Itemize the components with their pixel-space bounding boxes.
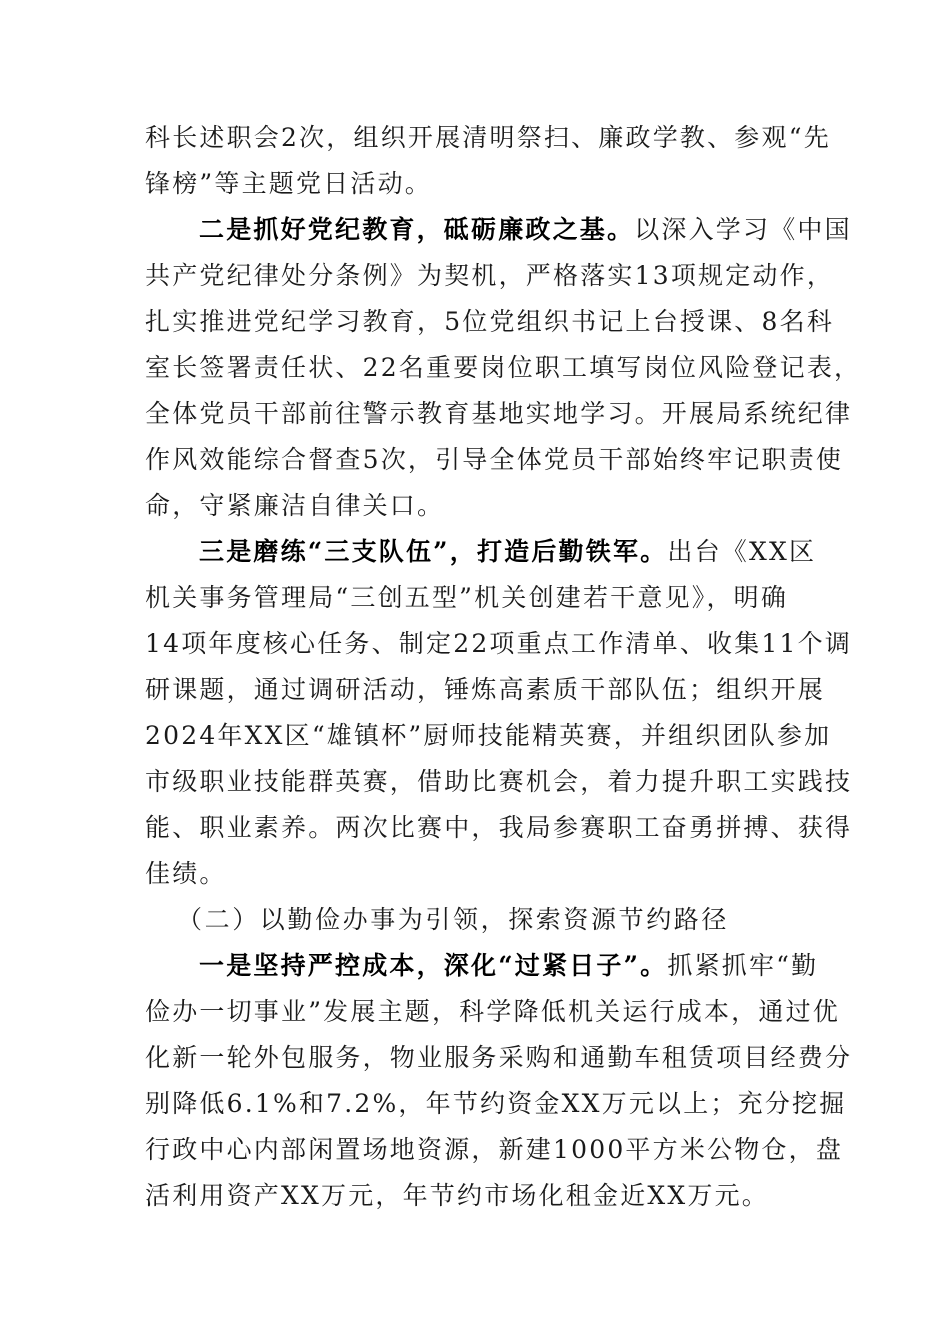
- text-line: 作风效能综合督查5次，引导全体党员干部始终牢记职责使: [145, 445, 844, 474]
- text-line: 扎实推进党纪学习教育，5位党组织书记上台授课、8名科: [145, 307, 835, 336]
- paragraph-2: [145, 207, 862, 529]
- text-line: 共产党纪律处分条例》为契机，严格落实13项规定动作，: [145, 261, 835, 290]
- paragraph-4: [145, 943, 853, 1219]
- text-line: 14项年度核心任务、制定22项重点工作清单、收集11个调: [145, 629, 853, 658]
- section-subheading: （二）以勤俭办事为引领，探索资源节约路径: [177, 905, 730, 934]
- text-line-first: [145, 529, 821, 575]
- text-line: 俭办一切事业”发展主题，科学降低机关运行成本，通过优: [145, 997, 840, 1026]
- text-line: 别降低6.1%和7.2%，年节约资金XX万元以上；充分挖掘: [145, 1089, 847, 1118]
- paragraph-lead: 一是坚持严控成本，深化“过紧日子”。: [199, 951, 668, 980]
- text-line-first: [145, 943, 821, 989]
- text-run: 出台《XX区: [667, 537, 817, 566]
- text-line: 锋榜”等主题党日活动。: [145, 169, 432, 198]
- paragraph-1: [145, 115, 831, 207]
- paragraph-lead: 三是磨练“三支队伍”，打造后勤铁军。: [199, 537, 668, 566]
- text-line: 室长签署责任状、22名重要岗位职工填写岗位风险登记表，: [145, 353, 862, 382]
- text-run: 以深入学习《中国: [634, 215, 852, 244]
- paragraph-lead: 二是抓好党纪教育，砥砺廉政之基。: [199, 215, 635, 244]
- text-line: 全体党员干部前往警示教育基地实地学习。开展局系统纪律: [145, 399, 853, 428]
- text-line: 研课题，通过调研活动，锤炼高素质干部队伍；组织开展: [145, 675, 826, 704]
- text-run: 抓紧抓牢“勤: [667, 951, 819, 980]
- text-line: 行政中心内部闲置场地资源，新建1000平方米公物仓，盘: [145, 1135, 844, 1164]
- text-line: 佳绩。: [145, 859, 227, 888]
- document-body: [145, 115, 862, 1219]
- text-line-first: [145, 207, 852, 253]
- text-line: 科长述职会2次，组织开展清明祭扫、廉政学教、参观“先: [145, 123, 831, 152]
- text-line: 市级职业技能群英赛，借助比赛机会，着力提升职工实践技: [145, 767, 853, 796]
- text-line: 化新一轮外包服务，物业服务采购和通勤车租赁项目经费分: [145, 1043, 853, 1072]
- text-line: 2024年XX区“雄镇杯”厨师技能精英赛，并组织团队参加: [145, 721, 832, 750]
- text-line: 命，守紧廉洁自律关口。: [145, 491, 445, 520]
- text-line: 机关事务管理局“三创五型”机关创建若干意见》，明确: [145, 583, 789, 612]
- text-line: 活利用资产XX万元，年节约市场化租金近XX万元。: [145, 1181, 769, 1210]
- paragraph-3: [145, 529, 853, 897]
- text-line: 能、职业素养。两次比赛中，我局参赛职工奋勇拼搏、获得: [145, 813, 853, 842]
